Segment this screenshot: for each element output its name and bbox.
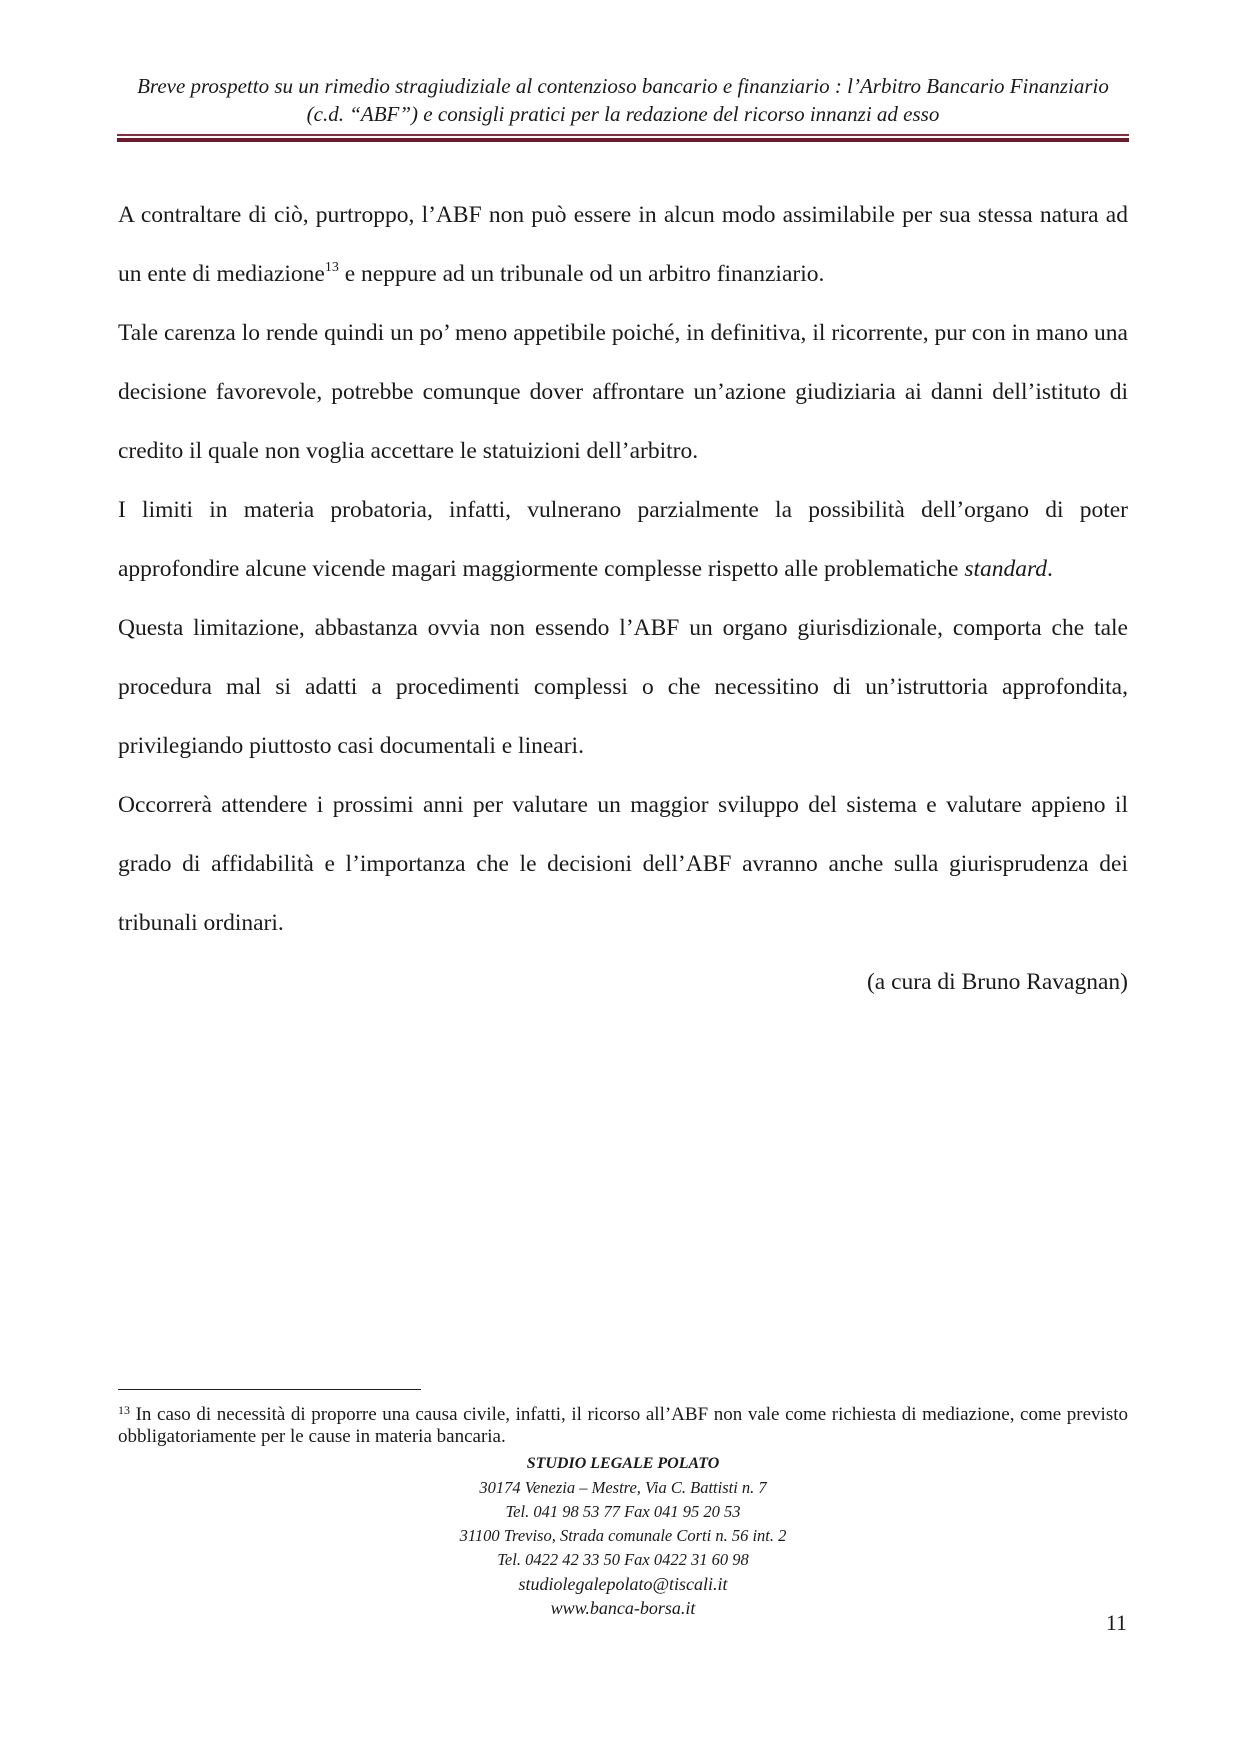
paragraph-3-text-b: .	[1047, 556, 1053, 582]
footnote-number: 13	[118, 1403, 130, 1417]
body-text	[118, 186, 1128, 1012]
website-link[interactable]: www.banca-borsa.it	[550, 1598, 696, 1618]
paragraph-3	[118, 481, 1128, 599]
header-line-2: (c.d. “ABF”) e consigli pratici per la redazione del ricorso innanzi ad esso	[306, 102, 940, 126]
running-header	[118, 72, 1128, 128]
author-signature: (a cura di Bruno Ravagnan)	[866, 969, 1128, 995]
footnote-ref-13[interactable]: 13	[324, 260, 339, 275]
paragraph-1-text-b: e neppure ad un tribunale od un arbitro finanziario.	[338, 261, 825, 287]
email-link[interactable]: studiolegalepolato@tiscali.it	[518, 1574, 728, 1594]
page-number: 11	[1105, 1610, 1127, 1635]
address-venezia: 30174 Venezia – Mestre, Via C. Battisti n. 7	[479, 1478, 767, 1497]
footnote-13	[118, 1404, 1128, 1448]
paragraph-5: Occorrerà attendere i prossimi anni per valutare un maggior sviluppo del sistema e valutare appieno il grado di affidabilità e l’importanza che le decisioni dell’ABF avranno anche sulla giurisprudenza dei tribunali ordinari.	[118, 792, 1128, 936]
paragraph-2: Tale carenza lo rende quindi un po’ meno appetibile poiché, in definitiva, il ricorrente, pur con in mano una decisione favorevole, potrebbe comunque dover affrontare un’azione giudiziaria ai danni dell’istituto di credito il quale non voglia accettare le statuizioni dell’arbitro.	[118, 320, 1128, 464]
firm-contact-block	[118, 1452, 1128, 1620]
header-rule-thick	[117, 138, 1129, 142]
footnote-text: In caso di necessità di proporre una causa civile, infatti, il ricorso all’ABF non vale come richiesta di mediazione, come previsto obbligatoriamente per le cause in materia bancaria.	[118, 1404, 1128, 1447]
firm-name: STUDIO LEGALE POLATO	[526, 1455, 720, 1472]
paragraph-1	[118, 186, 1128, 304]
header-line-1: Breve prospetto su un rimedio stragiudiziale al contenzioso bancario e finanziario : l’Arbitro Bancario Finanziario	[137, 74, 1109, 98]
footnote-separator	[118, 1389, 421, 1390]
paragraph-1-text-a: A contraltare di ciò, purtroppo, l’ABF non può essere in alcun modo assimilabile per sua stessa natura ad un ente di mediazione	[118, 202, 1128, 287]
paragraph-3-text-a: I limiti in materia probatoria, infatti, vulnerano parzialmente la possibilità dell’organo di poter approfondire alcune vicende magari maggiormente complesse rispetto alle problematiche	[118, 497, 1128, 582]
paragraph-3-italic: standard	[964, 556, 1048, 582]
header-rule-thin	[117, 134, 1129, 136]
paragraph-4: Questa limitazione, abbastanza ovvia non essendo l’ABF un organo giurisdizionale, comporta che tale procedura mal si adatti a procedimenti complessi o che necessitino di un’istruttoria approfondita, privilegiando piuttosto casi documentali e lineari.	[118, 615, 1128, 759]
address-treviso: 31100 Treviso, Strada comunale Corti n. 56 int. 2	[459, 1526, 787, 1545]
phone-venezia: Tel. 041 98 53 77 Fax 041 95 20 53	[505, 1502, 741, 1521]
phone-treviso: Tel. 0422 42 33 50 Fax 0422 31 60 98	[497, 1550, 749, 1569]
